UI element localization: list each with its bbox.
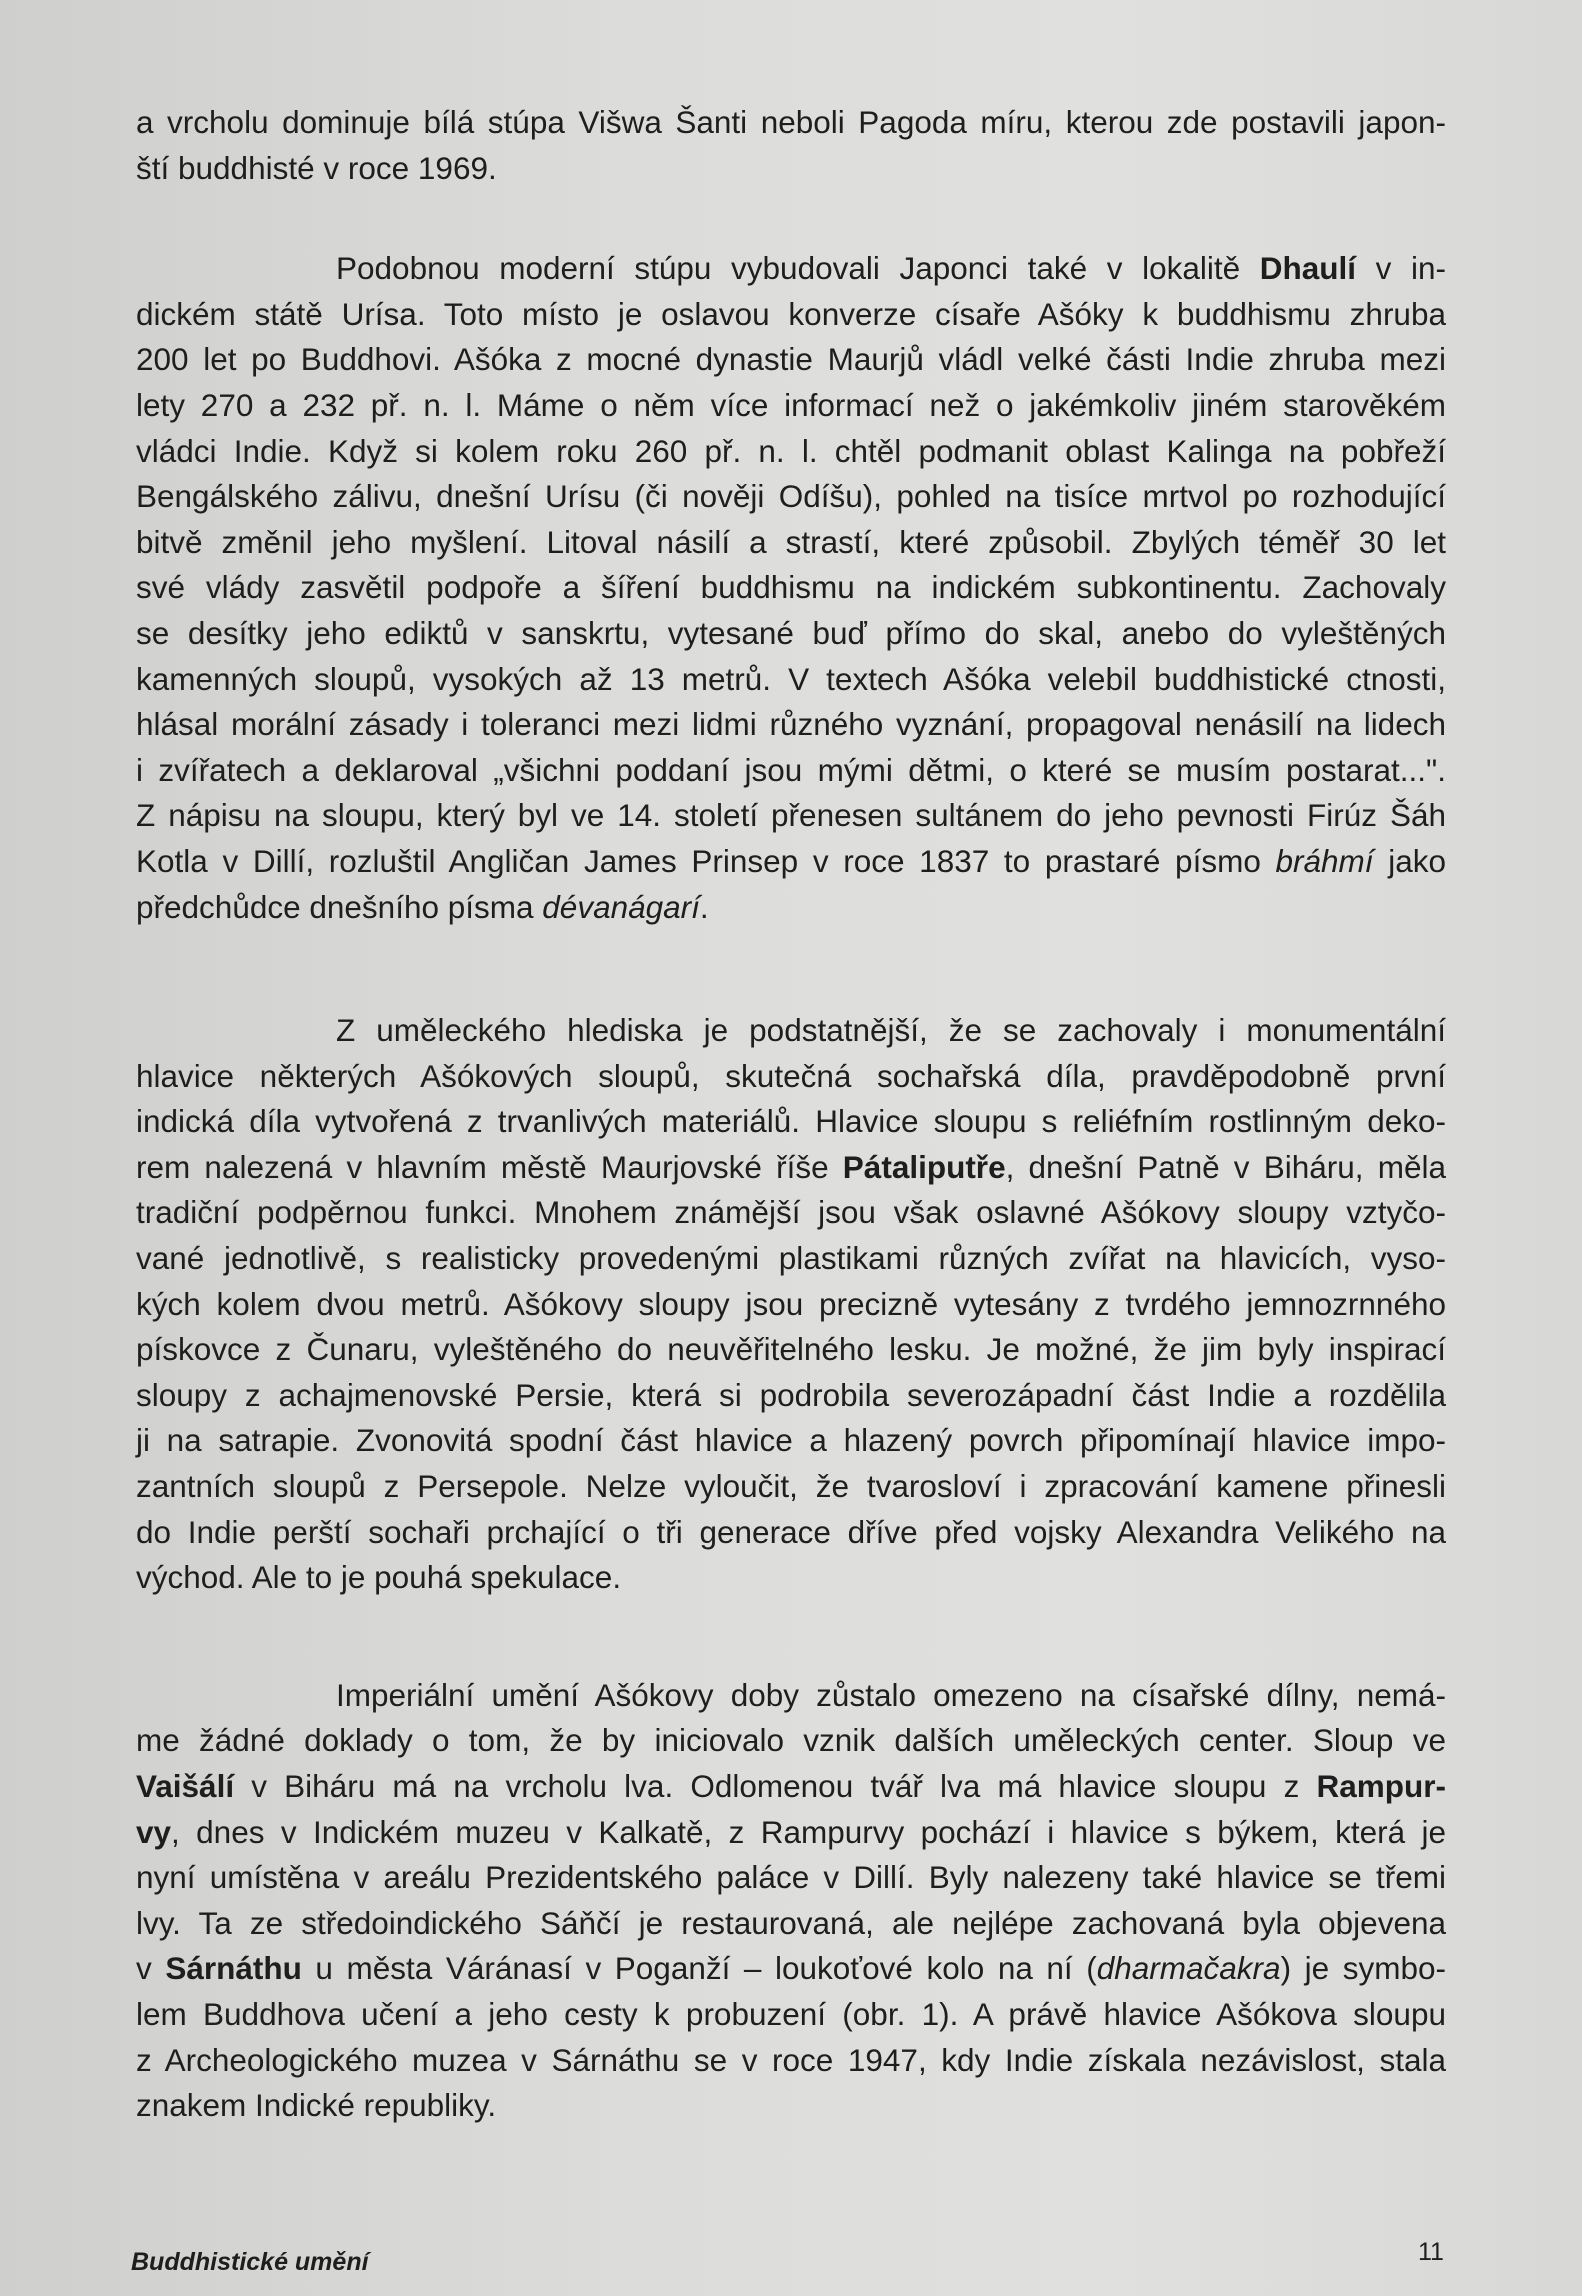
text-line: rem nalezená v hlavním městě Maurjovské říše Pátaliputře, dnešní Patně v Biháru, měla: [136, 1148, 1446, 1185]
text-line: 200 let po Buddhovi. Ašóka z mocné dynastie Maurjů vládl velké části Indie zhruba mezi: [136, 341, 1446, 378]
text-line: i zvířatech a deklaroval „všichni poddaní jsou mými dětmi, o které se musím postarat...".: [136, 751, 1446, 788]
paragraph-2: [136, 246, 1446, 930]
body-text: [136, 100, 1446, 2129]
text-line: Vaišálí v Biháru má na vrcholu lva. Odlomenou tvář lva má hlavice sloupu z Rampur-: [136, 1768, 1446, 1804]
place-name-rampurva: Rampur-: [1316, 1768, 1446, 1804]
text-line: tradiční podpěrnou funkci. Mnohem známější jsou však oslavné Ašókovy sloupy vztyčo-: [136, 1194, 1446, 1231]
place-name-sarnath: Sárnáthu: [165, 1950, 302, 1987]
paragraph-4: [136, 1673, 1446, 2129]
text-line: Podobnou moderní stúpu vybudovali Japonci také v lokalitě Dhaulí v in-: [336, 250, 1446, 287]
text-line: vy, dnes v Indickém muzeu v Kalkatě, z Rampurvy pochází i hlavice s býkem, která je: [136, 1813, 1446, 1850]
text-line: nyní umístěna v areálu Prezidentského paláce v Dillí. Byly nalezeny také hlavice se třemi: [136, 1859, 1446, 1896]
text-line: znakem Indické republiky.: [136, 2087, 497, 2124]
text-line: pískovce z Čunaru, vyleštěného do neuvěřitelného lesku. Je možné, že jim byly inspirací: [136, 1331, 1446, 1368]
text-line: bitvě změnil jeho myšlení. Litoval násilí a strastí, které způsobil. Zbylých téměř 30 let: [136, 523, 1446, 560]
text-line: z Archeologického muzea v Sárnáthu se v roce 1947, kdy Indie získala nezávislost, stala: [136, 2041, 1446, 2078]
script-name-brahmi: bráhmí: [1275, 842, 1374, 879]
text-line: Z nápisu na sloupu, který byl ve 14. století přenesen sultánem do jeho pevnosti Firúz Šáh: [136, 797, 1446, 834]
text-line: lem Buddhova učení a jeho cesty k probuzení (obr. 1). A právě hlavice Ašókova sloupu: [136, 1995, 1446, 2032]
text-line: indická díla vytvořená z trvanlivých materiálů. Hlavice sloupu s reliéfním rostlinným deko-: [136, 1103, 1446, 1140]
place-name-dhauli: Dhaulí: [1259, 250, 1357, 287]
text-line: východ. Ale to je pouhá spekulace.: [136, 1559, 622, 1596]
text-line: vládci Indie. Když si kolem roku 260 př. n. l. chtěl podmanit oblast Kalinga na pobřeží: [136, 432, 1446, 469]
place-name-vaisali: Vaišálí: [136, 1768, 235, 1804]
text-line: kých kolem dvou metrů. Ašókovy sloupy jsou precizně vytesány z tvrdého jemnozrnného: [136, 1285, 1446, 1322]
text-line: dickém státě Urísa. Toto místo je oslavou konverze císaře Ašóky k buddhismu zhruba: [136, 295, 1446, 332]
text-line: lety 270 a 232 př. n. l. Máme o něm více informací než o jakémkoliv jiném starověkém: [136, 386, 1446, 423]
page-number: 11: [1418, 2238, 1444, 2266]
text-line: a vrcholu dominuje bílá stúpa Višwa Šanti neboli Pagoda míru, kterou zde postavili japon-: [136, 104, 1446, 140]
text-line: me žádné doklady o tom, že by iniciovalo vznik dalších uměleckých center. Sloup ve: [136, 1722, 1446, 1759]
place-name-rampurva-end: vy: [136, 1813, 172, 1850]
text-line: ji na satrapie. Zvonovitá spodní část hlavice a hlazený povrch připomínají hlavice impo-: [136, 1422, 1446, 1459]
text-line: hlavice některých Ašókových sloupů, skutečná sochařská díla, pravděpodobně první: [136, 1057, 1446, 1094]
text-line: Kotla v Dillí, rozluštil Angličan James Prinsep v roce 1837 to prastaré písmo bráhmí jako: [136, 842, 1446, 879]
text-line: předchůdce dnešního písma dévanágarí.: [136, 888, 709, 925]
text-line: lvy. Ta ze středoindického Sáňčí je restaurovaná, ale nejlépe zachovaná byla objevena: [136, 1904, 1446, 1941]
text-line: do Indie perští sochaři prchající o tři generace dříve před vojsky Alexandra Velikého na: [136, 1513, 1446, 1550]
place-name-pataliputra: Pátaliputře: [842, 1148, 1006, 1185]
running-footer-title: Buddhistické umění: [131, 2248, 369, 2276]
text-line: hlásal morální zásady i toleranci mezi lidmi různého vyznání, propagoval nenásilí na lidech: [136, 706, 1446, 743]
text-line: Imperiální umění Ašókovy doby zůstalo omezeno na císařské dílny, nemá-: [336, 1676, 1446, 1713]
text-line: Z uměleckého hlediska je podstatnější, že se zachovaly i monumentální: [336, 1012, 1446, 1049]
text-line: se desítky jeho ediktů v sanskrtu, vytesané buď přímo do skal, anebo do vyleštěných: [136, 614, 1446, 651]
paragraph-1: [136, 100, 1446, 191]
text-line: kamenných sloupů, vysokých až 13 metrů. V textech Ašóka velebil buddhistické ctnosti,: [136, 660, 1446, 697]
term-dharmacakra: dharmačakra: [1096, 1950, 1281, 1987]
text-line: zantních sloupů z Persepole. Nelze vyloučit, že tvarosloví i zpracování kamene přinesli: [136, 1468, 1446, 1505]
script-name-devanagari: dévanágarí: [542, 888, 700, 925]
paragraph-3: [136, 1008, 1446, 1601]
text-line: vané jednotlivě, s realisticky provedenými plastikami různých zvířat na hlavicích, vyso-: [136, 1240, 1446, 1277]
text-line: sloupy z achajmenovské Persie, která si podrobila severozápadní část Indie a rozdělila: [136, 1376, 1446, 1413]
text-line: v Sárnáthu u města Váránasí v Poganží – loukoťové kolo na ní (dharmačakra) je symbo-: [136, 1950, 1446, 1987]
text-line: ští buddhisté v roce 1969.: [136, 149, 497, 186]
text-line: Bengálského zálivu, dnešní Urísu (či nověji Odíšu), pohled na tisíce mrtvol po rozhodující: [136, 478, 1446, 515]
text-line: své vlády zasvětil podpoře a šíření buddhismu na indickém subkontinentu. Zachovaly: [136, 569, 1446, 606]
